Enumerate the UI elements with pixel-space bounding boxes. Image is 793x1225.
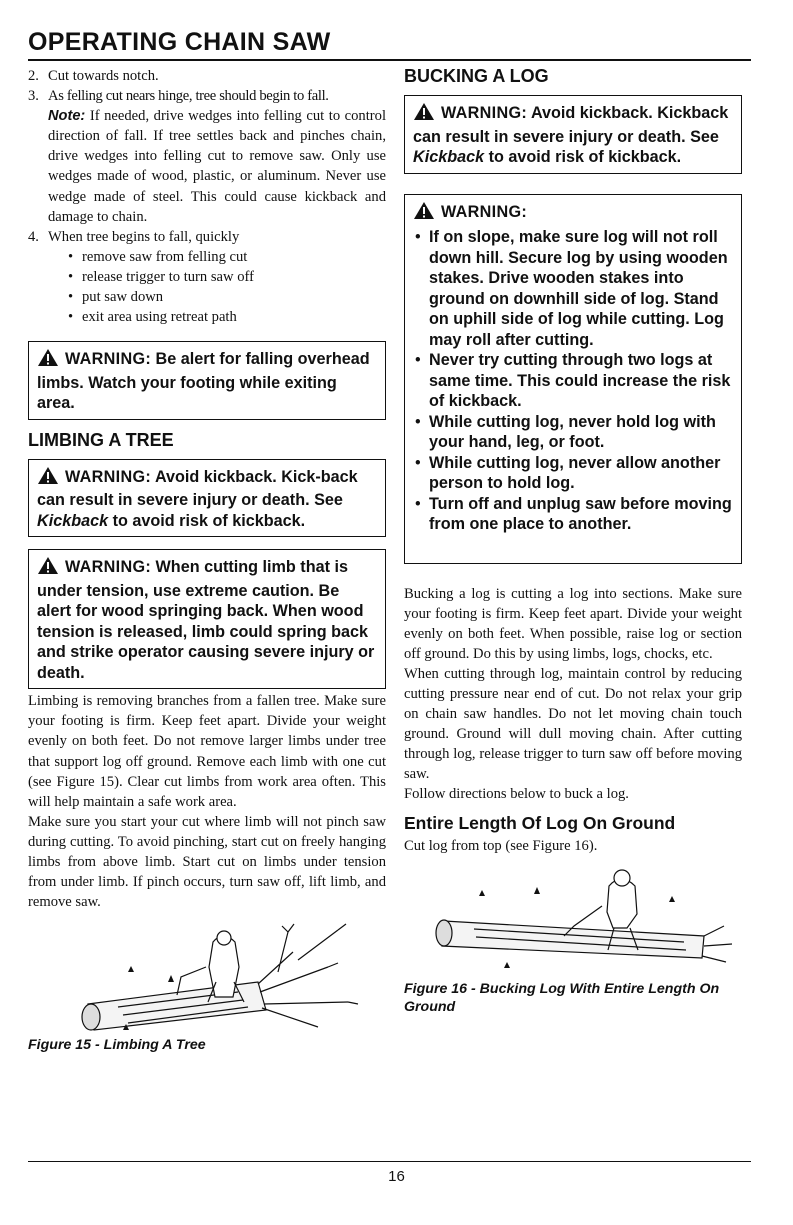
- note-label: Note:: [48, 108, 86, 125]
- list-item: • Turn off and unplug saw before moving from one place to another.: [413, 494, 733, 535]
- warning-triangle-icon: [37, 556, 59, 581]
- step-3: [28, 86, 386, 227]
- warning-box-tension: [28, 549, 386, 689]
- right-column: [404, 66, 742, 1016]
- bucking-paragraph-2: When cutting through log, maintain control by reducing cutting pressure near end of cut. Do not relax your grip on chain saw handles. Do not let moving chain touch ground. Ground will dull moving chain. After cutting through log, release trigger to turn saw off before moving saw.: [404, 665, 742, 783]
- warning-text: When cutting limb that is under tension, use extreme caution. Be alert for wood springing back. When wood tension is released, limb could spring back and strike operator causing severe injury or death.: [37, 558, 375, 682]
- step-number: 2.: [28, 68, 39, 84]
- step-2: [28, 66, 386, 86]
- warning-text: Avoid kickback. Kick-back can result in severe injury or death. See: [37, 467, 358, 510]
- warning-text: Be alert for falling overhead limbs. Watch your footing while exiting area.: [37, 350, 370, 413]
- warning-box-falling-limbs: [28, 341, 386, 420]
- warning-head: WARNING:: [441, 104, 528, 122]
- warning-triangle-icon: [413, 201, 435, 226]
- step-number: 4.: [28, 228, 39, 245]
- bucking-paragraph-3: Follow directions below to buck a log.: [404, 786, 629, 803]
- step-text: Cut towards notch.: [48, 68, 159, 84]
- bucking-paragraph-1: Bucking a log is cutting a log into sections. Make sure your footing is firm. Keep feet apart. Divide your weight evenly on both feet. When possible, raise log or section off ground. Do this by using limbs, logs, chocks, etc.: [404, 585, 742, 662]
- left-column: [28, 66, 386, 1054]
- page-number: 16: [388, 1168, 405, 1185]
- step-4: [28, 227, 386, 327]
- warning-box-bucking-safety: [404, 194, 742, 564]
- warning-box-kickback: [28, 459, 386, 538]
- list-item: • Never try cutting through two logs at same time. This could increase the risk of kickback.: [413, 350, 733, 412]
- warning-box-bucking-kickback: [404, 95, 742, 174]
- warning-text: to avoid risk of kickback.: [112, 511, 306, 530]
- warning-text: to avoid risk of kickback.: [488, 148, 682, 166]
- limbing-paragraph-2: Make sure you start your cut where limb will not pinch saw during cutting. To avoid pinching, start cut on freely hanging limbs from above limb. Start cut on limbs under tension from under limb. If pinch occurs, turn saw off, lift limb, and remove saw.: [28, 813, 386, 911]
- list-item: • While cutting log, never hold log with your hand, leg, or foot.: [413, 412, 733, 453]
- warning-list: [413, 227, 733, 535]
- list-item: • put saw down: [68, 287, 386, 307]
- list-item: • If on slope, make sure log will not roll down hill. Secure log by using wooden stakes. Drive wooden stakes into ground on downhill side of log. Stand on uphill side of log while cutting. Log may roll after cutting.: [413, 227, 733, 350]
- warning-text: Kickback can result in severe injury or death. See: [413, 104, 729, 146]
- list-item: • While cutting log, never allow another person to hold log.: [413, 453, 733, 494]
- step-note-text: If needed, drive wedges into felling cut to control direction of fall. If tree settles back and pinches chain, drive wedges into felling cut to remove saw. Only use wedges made of wood, plastic, or aluminum. Never use wedge made of steel. This could cause kickback and damage to chain.: [48, 108, 387, 225]
- warning-text: Avoid kickback.: [530, 104, 653, 122]
- limbing-paragraph-1: Limbing is removing branches from a fallen tree. Make sure your footing is firm. Keep feet apart. Divide your weight evenly on both feet. Do not remove larger limbs under tree that support log off ground. Remove each limb with one cut (see Figure 15). Clear cut limbs from work area often. This will help maintain a safe work area.: [28, 693, 386, 810]
- step-text: As felling cut nears hinge, tree should begin to fall.: [48, 88, 329, 105]
- kickback-reference: Kickback: [37, 511, 109, 530]
- felling-steps: [28, 66, 386, 327]
- header-rule: [28, 59, 751, 61]
- section-title-bucking: BUCKING A LOG: [404, 66, 549, 86]
- step-4-bullets: [48, 247, 386, 327]
- warning-head: WARNING:: [65, 467, 152, 486]
- step-number: 3.: [28, 88, 39, 105]
- figure-16-caption: Figure 16 - Bucking Log With Entire Length On Ground: [404, 980, 720, 1015]
- warning-triangle-icon: [413, 102, 435, 127]
- figure-15-caption: Figure 15 - Limbing A Tree: [28, 1037, 206, 1054]
- list-item: • release trigger to turn saw off: [68, 267, 386, 287]
- subheading-entire-length: Entire Length Of Log On Ground: [404, 812, 676, 833]
- warning-head: WARNING:: [441, 202, 528, 221]
- figure-15-limbing-illustration: [28, 912, 386, 1034]
- list-item: • exit area using retreat path: [68, 307, 386, 327]
- figure-16-bucking-illustration: [404, 866, 742, 978]
- footer-rule: [28, 1161, 751, 1162]
- section-title-limbing: LIMBING A TREE: [28, 429, 174, 450]
- warning-triangle-icon: [37, 466, 59, 491]
- warning-triangle-icon: [37, 348, 59, 373]
- kickback-reference: Kickback: [413, 148, 485, 166]
- page-header-title: OPERATING CHAIN SAW: [28, 28, 331, 56]
- step-text: When tree begins to fall, quickly: [48, 228, 240, 245]
- subheading-text: Cut log from top (see Figure 16).: [404, 837, 598, 854]
- list-item: • remove saw from felling cut: [68, 247, 386, 267]
- warning-head: WARNING:: [65, 350, 152, 369]
- warning-head: WARNING:: [65, 558, 152, 577]
